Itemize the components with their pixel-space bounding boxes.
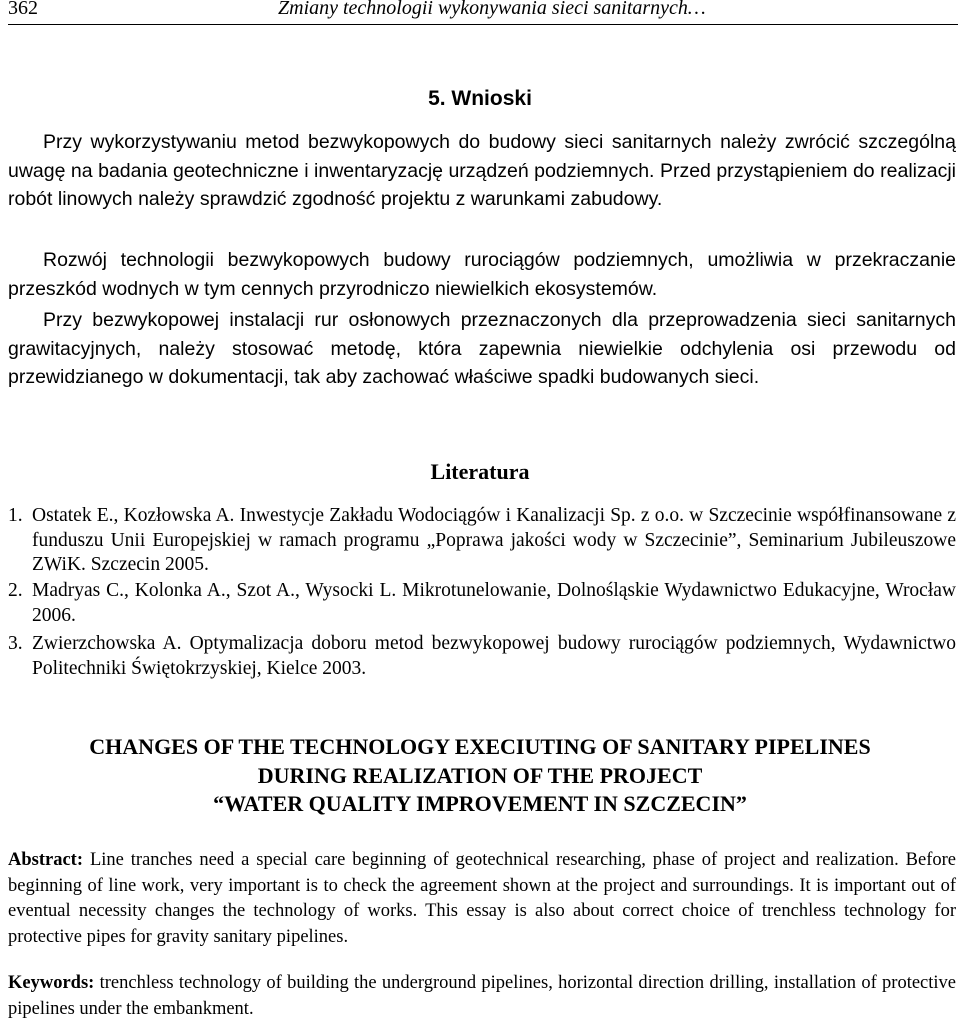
abstract bbox=[8, 848, 956, 950]
keywords-label: Keywords: bbox=[8, 973, 100, 993]
page-header bbox=[8, 0, 958, 25]
english-title-line: CHANGES OF THE TECHNOLOGY EXECIUTING OF SANITARY PIPELINES bbox=[89, 734, 871, 759]
reference-number: 1. bbox=[8, 505, 23, 526]
reference-text: Madryas C., Kolonka A., Szot A., Wysocki L. Mikrotunelowanie, Dolnośląskie Wydawnictwo Edukacyjne, Wrocław 2006. bbox=[32, 580, 956, 626]
running-title: Zmiany technologii wykonywania sieci sanitarnych… bbox=[278, 0, 706, 19]
section-heading: 5. Wnioski bbox=[428, 87, 532, 110]
paragraph: Rozwój technologii bezwykopowych budowy rurociągów podziemnych, umożliwia w przekraczanie przeszkód wodnych w tym cennych przyrodniczo niewielkich ekosystemów. bbox=[8, 249, 956, 300]
paragraph: Przy bezwykopowej instalacji rur osłonowych przeznaczonych dla przeprowadzenia sieci sanitarnych grawitacyjnych, należy stosować metodę, która zapewnia niewielkie odchylenia osi przewodu od przewidzianego w dokumentacji, tak aby zachować właściwe spadki budowanych sieci. bbox=[8, 309, 956, 388]
reference-number: 2. bbox=[8, 580, 23, 601]
keywords-text: trenchless technology of building the underground pipelines, horizontal direction drilling, installation of protective pipelines under the embankment. bbox=[8, 973, 956, 1019]
english-title-line: DURING REALIZATION OF THE PROJECT bbox=[257, 762, 703, 788]
abstract-label: Abstract: bbox=[8, 850, 90, 870]
page-number: 362 bbox=[8, 0, 38, 19]
reference-item bbox=[8, 632, 956, 681]
reference-item bbox=[8, 504, 956, 578]
paragraph: Przy wykorzystywaniu metod bezwykopowych do budowy sieci sanitarnych należy zwrócić szczególną uwagę na badania geotechniczne i inwentaryzację urządzeń podziemnych. Przed przystąpieniem do realizacji robót linowych należy sprawdzić zgodność projektu z warunkami zabudowy. bbox=[8, 131, 956, 210]
literature-heading: Literatura bbox=[430, 459, 530, 484]
keywords bbox=[8, 971, 956, 1022]
reference-text: Zwierzchowska A. Optymalizacja doboru metod bezwykopowej budowy rurociągów podziemnych, Wydawnictwo Politechniki Świętokrzyskiej, Kielce 2003. bbox=[32, 633, 956, 679]
reference-text: Ostatek E., Kozłowska A. Inwestycje Zakładu Wodociągów i Kanalizacji Sp. z o.o. w Szczecinie współfinansowane z funduszu Unii Europejskiej w ramach programu „Poprawa jakości wody w Szczecinie”, Seminarium Jubileuszowe ZWiK. Szczecin 2005. bbox=[32, 505, 956, 575]
english-title bbox=[0, 733, 960, 819]
reference-number: 3. bbox=[8, 633, 23, 654]
reference-item bbox=[8, 579, 956, 628]
english-title-line: “WATER QUALITY IMPROVEMENT IN SZCZECIN” bbox=[213, 791, 747, 816]
abstract-text: Line tranches need a special care beginning of geotechnical researching, phase of project and realization. Before beginning of line work, very important is to check the agreement shown at the project and surroundings. It is important out of eventual necessity changes the technology of works. This essay is also about correct choice of trenchless technology for protective pipes for gravity sanitary pipelines. bbox=[8, 850, 956, 947]
